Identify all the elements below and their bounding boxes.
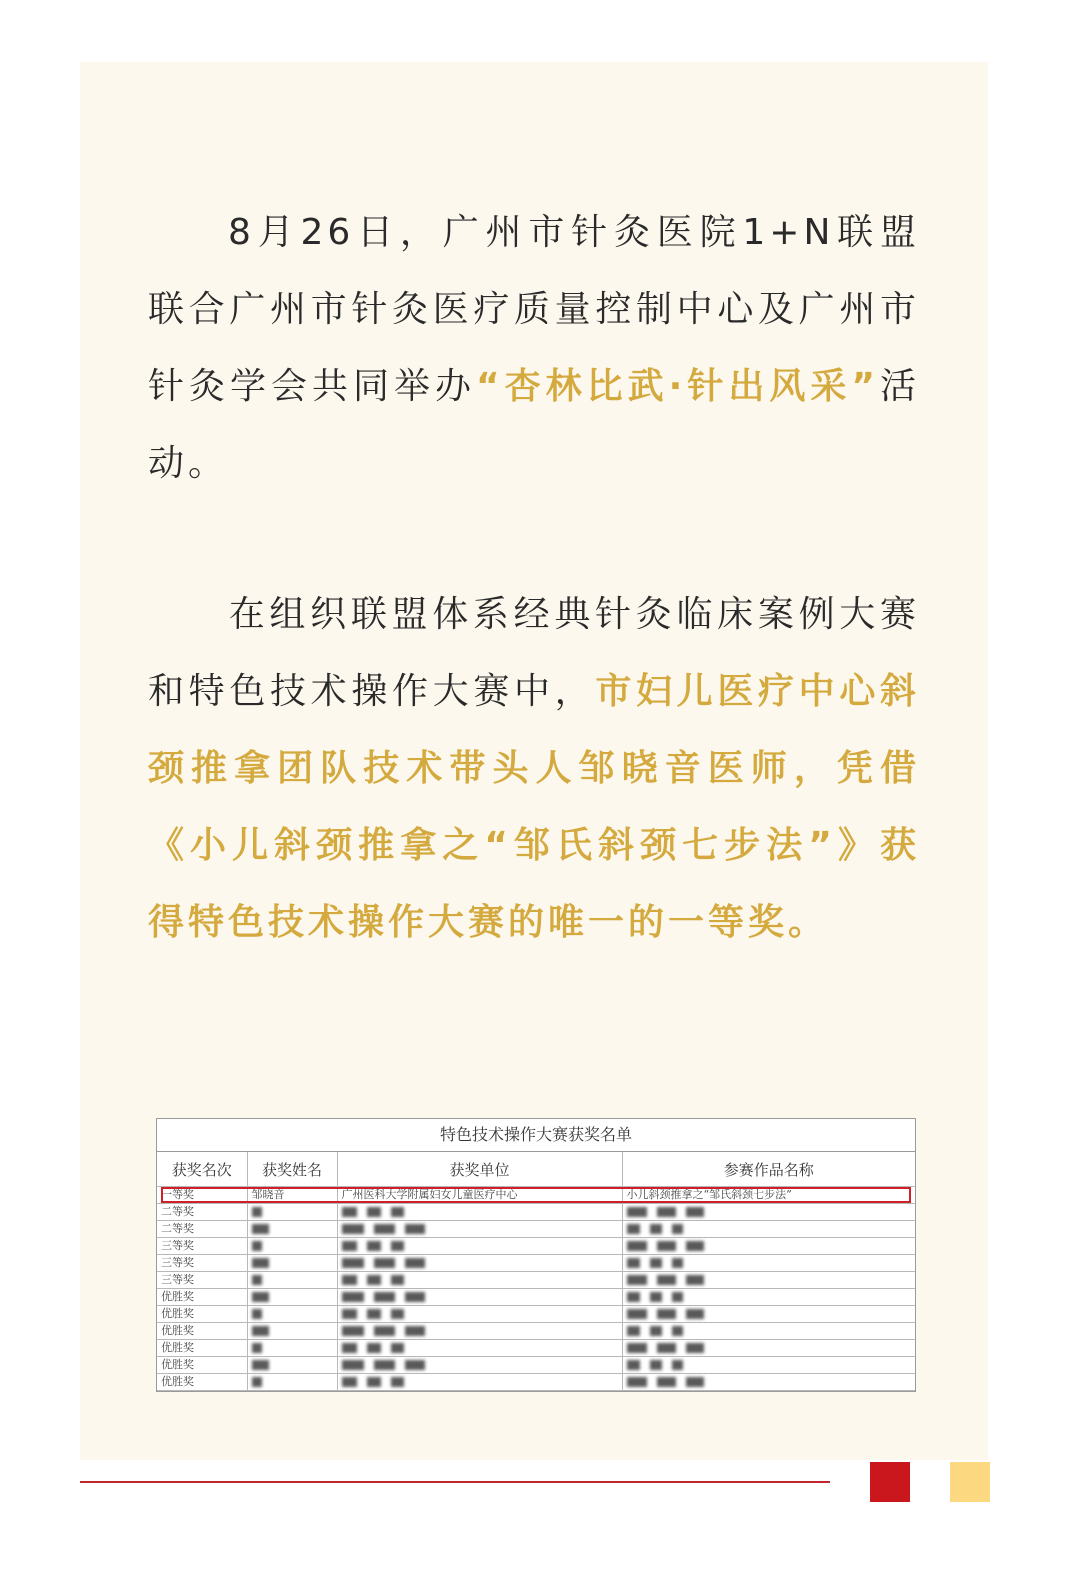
winner-unit: 广州医科大学附属妇女儿童医疗中心 (337, 1187, 622, 1204)
redaction-mark (342, 1360, 364, 1370)
redaction-mark (252, 1309, 262, 1319)
redaction-mark (374, 1292, 395, 1302)
row-rank: 优胜奖 (157, 1374, 247, 1391)
redacted-cell (622, 1255, 915, 1272)
redaction-mark (391, 1309, 404, 1319)
redaction-mark (627, 1275, 647, 1285)
redaction-mark (627, 1360, 640, 1370)
redaction-mark (367, 1241, 381, 1251)
redacted-cell (247, 1323, 337, 1340)
redacted-cell (337, 1221, 622, 1238)
redaction-mark (342, 1258, 364, 1268)
redaction-mark (391, 1275, 404, 1285)
redaction-mark (650, 1292, 662, 1302)
redacted-cell (247, 1289, 337, 1306)
redacted-cell (337, 1204, 622, 1221)
redaction-mark (252, 1224, 269, 1234)
redaction-mark (391, 1241, 404, 1251)
redacted-cell (247, 1255, 337, 1272)
redacted-cell (247, 1272, 337, 1289)
decor-square-yellow (950, 1462, 990, 1502)
redacted-cell (247, 1238, 337, 1255)
row-rank: 二等奖 (157, 1204, 247, 1221)
redaction-mark (686, 1207, 704, 1217)
redaction-mark (657, 1343, 676, 1353)
redaction-mark (650, 1360, 662, 1370)
redaction-mark (657, 1377, 676, 1387)
table-row (157, 1255, 915, 1272)
redaction-mark (252, 1207, 262, 1217)
redaction-mark (650, 1258, 662, 1268)
redacted-cell (622, 1357, 915, 1374)
table-row (157, 1221, 915, 1238)
row-rank: 优胜奖 (157, 1306, 247, 1323)
intro-text-end: 活动。 (148, 366, 920, 484)
redacted-cell (247, 1357, 337, 1374)
winner-rank: 一等奖 (157, 1187, 247, 1204)
redaction-mark (391, 1343, 404, 1353)
redacted-cell (247, 1374, 337, 1391)
redaction-mark (627, 1224, 640, 1234)
redaction-mark (405, 1326, 425, 1336)
redaction-mark (672, 1360, 683, 1370)
winner-work: 小儿斜颈推拿之“邹氏斜颈七步法” (622, 1187, 915, 1204)
redaction-mark (627, 1309, 647, 1319)
row-rank: 优胜奖 (157, 1340, 247, 1357)
table-row (157, 1374, 915, 1391)
redaction-mark (252, 1326, 269, 1336)
intro-paragraph (148, 194, 920, 502)
redaction-mark (627, 1207, 647, 1217)
redaction-mark (686, 1343, 704, 1353)
redaction-mark (342, 1241, 357, 1251)
row-rank: 优胜奖 (157, 1323, 247, 1340)
redacted-cell (337, 1374, 622, 1391)
row-rank: 三等奖 (157, 1272, 247, 1289)
redaction-mark (252, 1292, 269, 1302)
winner-name: 邹晓音 (247, 1187, 337, 1204)
redaction-mark (686, 1241, 704, 1251)
redaction-mark (672, 1292, 683, 1302)
redaction-mark (405, 1360, 425, 1370)
row-rank: 三等奖 (157, 1238, 247, 1255)
event-name-highlight: “杏林比武·针出风采” (476, 366, 879, 407)
row-rank: 二等奖 (157, 1221, 247, 1238)
intro-text: 8月26日，广州市针灸医院1+N联盟联合广州市针灸医疗质量控制中心及广州市针灸学会共同举办 (148, 212, 920, 407)
redaction-mark (686, 1309, 704, 1319)
redacted-cell (337, 1272, 622, 1289)
redaction-mark (342, 1326, 364, 1336)
redacted-cell (337, 1306, 622, 1323)
decor-square-red (870, 1462, 910, 1502)
redaction-mark (657, 1309, 676, 1319)
redacted-cell (337, 1255, 622, 1272)
redaction-mark (252, 1258, 269, 1268)
redaction-mark (342, 1343, 357, 1353)
redacted-cell (337, 1340, 622, 1357)
redaction-mark (657, 1275, 676, 1285)
table-row (157, 1204, 915, 1221)
row-rank: 优胜奖 (157, 1357, 247, 1374)
redaction-mark (252, 1241, 262, 1251)
redacted-cell (622, 1340, 915, 1357)
redaction-mark (686, 1377, 704, 1387)
redaction-mark (672, 1258, 683, 1268)
redaction-mark (650, 1326, 662, 1336)
redaction-mark (342, 1207, 357, 1217)
table-header-row (157, 1152, 915, 1187)
redaction-mark (252, 1377, 262, 1387)
redaction-mark (627, 1258, 640, 1268)
redaction-mark (367, 1377, 381, 1387)
redaction-mark (252, 1275, 262, 1285)
footer-divider (80, 1481, 830, 1483)
redaction-mark (627, 1326, 640, 1336)
redaction-mark (627, 1292, 640, 1302)
table-row (157, 1272, 915, 1289)
redacted-cell (622, 1204, 915, 1221)
redaction-mark (391, 1377, 404, 1387)
redaction-mark (657, 1241, 676, 1251)
header-work: 参赛作品名称 (622, 1152, 915, 1187)
table-title: 特色技术操作大赛获奖名单 (157, 1119, 915, 1152)
redacted-cell (247, 1204, 337, 1221)
award-text: 在组织联盟体系经典针灸临床案例大赛和特色技术操作大赛中， (148, 594, 920, 712)
redacted-cell (337, 1323, 622, 1340)
redaction-mark (342, 1292, 364, 1302)
redaction-mark (405, 1292, 425, 1302)
redacted-cell (247, 1340, 337, 1357)
redaction-mark (657, 1207, 676, 1217)
redaction-mark (252, 1343, 262, 1353)
redaction-mark (342, 1309, 357, 1319)
redaction-mark (627, 1377, 647, 1387)
redacted-cell (622, 1374, 915, 1391)
redaction-mark (342, 1275, 357, 1285)
redaction-mark (342, 1224, 364, 1234)
redacted-cell (622, 1238, 915, 1255)
table-row (157, 1323, 915, 1340)
redacted-cell (622, 1289, 915, 1306)
redaction-mark (367, 1309, 381, 1319)
redaction-mark (391, 1207, 404, 1217)
redacted-cell (337, 1289, 622, 1306)
redacted-cell (337, 1357, 622, 1374)
redaction-mark (367, 1343, 381, 1353)
redaction-mark (672, 1326, 683, 1336)
redaction-mark (627, 1241, 647, 1251)
redaction-mark (686, 1275, 704, 1285)
table-row (157, 1289, 915, 1306)
table-row (157, 1340, 915, 1357)
redaction-mark (374, 1258, 395, 1268)
redaction-mark (342, 1377, 357, 1387)
award-paragraph (148, 576, 920, 961)
redacted-cell (247, 1221, 337, 1238)
redacted-cell (337, 1238, 622, 1255)
redacted-cell (622, 1272, 915, 1289)
redaction-mark (367, 1275, 381, 1285)
redaction-mark (405, 1224, 425, 1234)
table-row (157, 1238, 915, 1255)
redacted-cell (622, 1221, 915, 1238)
header-rank: 获奖名次 (157, 1152, 247, 1187)
redacted-cell (247, 1306, 337, 1323)
redaction-mark (374, 1360, 395, 1370)
redaction-mark (405, 1258, 425, 1268)
redaction-mark (650, 1224, 662, 1234)
header-name: 获奖姓名 (247, 1152, 337, 1187)
row-rank: 优胜奖 (157, 1289, 247, 1306)
redaction-mark (627, 1343, 647, 1353)
table-row (157, 1306, 915, 1323)
redacted-cell (622, 1323, 915, 1340)
redacted-cell (622, 1306, 915, 1323)
redaction-mark (374, 1224, 395, 1234)
row-rank: 三等奖 (157, 1255, 247, 1272)
award-highlight: 市妇儿医疗中心斜颈推拿团队技术带头人邹晓音医师，凭借《小儿斜颈推拿之“邹氏斜颈七步法”》获得特色技术操作大赛的唯一的一等奖。 (148, 671, 920, 943)
table-row (157, 1357, 915, 1374)
header-unit: 获奖单位 (337, 1152, 622, 1187)
award-list-image (156, 1118, 916, 1392)
redaction-mark (672, 1224, 683, 1234)
redaction-mark (367, 1207, 381, 1217)
winner-highlight-box (161, 1187, 911, 1203)
redaction-mark (374, 1326, 395, 1336)
redaction-mark (252, 1360, 269, 1370)
